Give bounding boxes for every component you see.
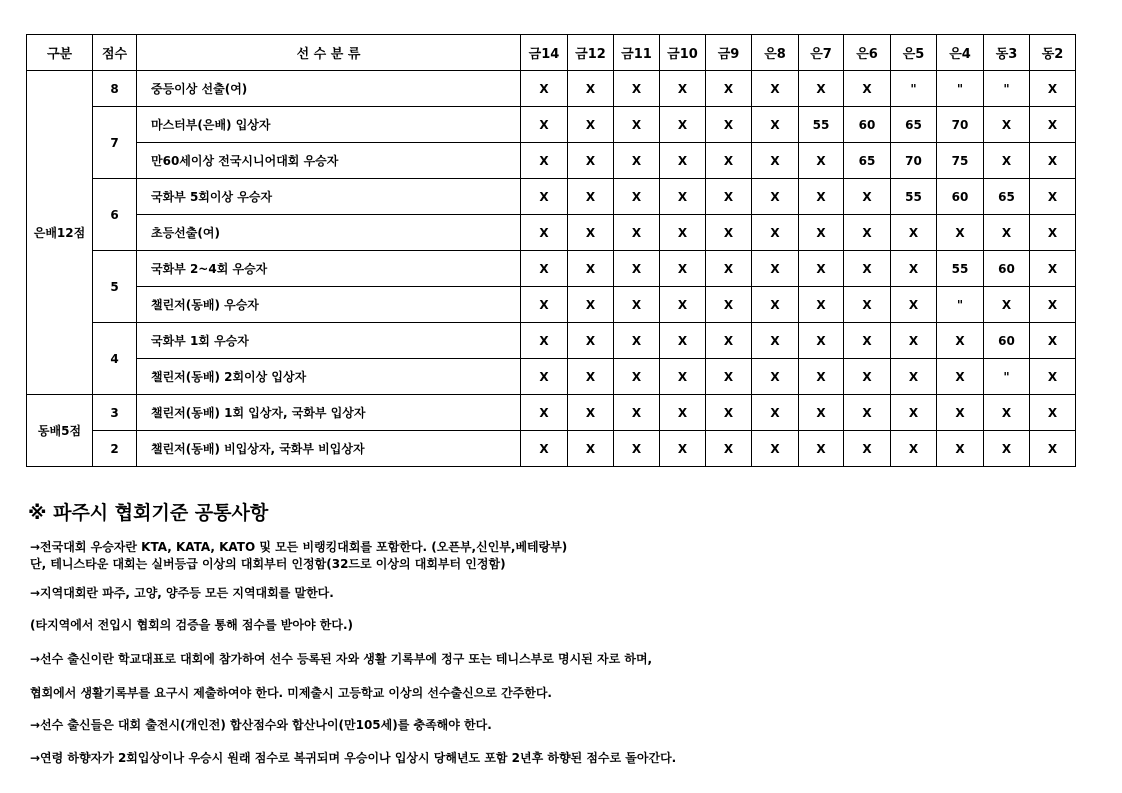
column-header: 금14 [521, 35, 568, 71]
value-cell: X [844, 251, 891, 287]
table-row [27, 71, 1076, 107]
value-cell: X [799, 287, 844, 323]
value-cell: X [660, 395, 706, 431]
table-row [27, 251, 1076, 287]
value-cell: X [706, 179, 752, 215]
value-cell: X [568, 359, 614, 395]
note-line: 협회에서 생활기록부를 요구시 제출하여야 한다. 미제출시 고등학교 이상의 선수출신으로 간주한다. [30, 686, 552, 700]
column-header: 금12 [568, 35, 614, 71]
value-cell: X [660, 251, 706, 287]
notes-title: ※ 파주시 협회기준 공통사항 [28, 502, 269, 524]
value-cell: X [521, 107, 568, 143]
table-row [27, 323, 1076, 359]
value-cell: X [984, 215, 1030, 251]
value-cell: " [937, 71, 984, 107]
value-cell: X [568, 431, 614, 467]
value-cell: X [891, 395, 937, 431]
value-cell: X [568, 143, 614, 179]
column-header: 금10 [660, 35, 706, 71]
value-cell: X [1030, 143, 1076, 179]
value-cell: X [706, 287, 752, 323]
value-cell: X [1030, 431, 1076, 467]
table-header-row [27, 35, 1076, 71]
value-cell: " [984, 359, 1030, 395]
value-cell: X [660, 179, 706, 215]
value-cell: X [984, 287, 1030, 323]
table-row [27, 107, 1076, 143]
value-cell: X [752, 215, 799, 251]
score-cell: 8 [93, 71, 137, 107]
value-cell: X [1030, 107, 1076, 143]
value-cell: 70 [937, 107, 984, 143]
value-cell: 60 [844, 107, 891, 143]
value-cell: X [1030, 71, 1076, 107]
value-cell: X [799, 71, 844, 107]
value-cell: " [891, 71, 937, 107]
value-cell: X [937, 431, 984, 467]
player-class-cell: 중등이상 선출(여) [137, 71, 521, 107]
value-cell: X [706, 431, 752, 467]
value-cell: X [568, 179, 614, 215]
column-header: 동3 [984, 35, 1030, 71]
table-row [27, 287, 1076, 323]
value-cell: X [521, 287, 568, 323]
value-cell: 70 [891, 143, 937, 179]
value-cell: X [984, 431, 1030, 467]
value-cell: X [752, 287, 799, 323]
value-cell: X [984, 143, 1030, 179]
value-cell: X [521, 359, 568, 395]
column-header: 선 수 분 류 [137, 35, 521, 71]
value-cell: 55 [799, 107, 844, 143]
score-cell: 2 [93, 431, 137, 467]
category-cell: 은배12점 [27, 71, 93, 395]
value-cell: X [844, 215, 891, 251]
column-header: 은8 [752, 35, 799, 71]
value-cell: X [844, 323, 891, 359]
value-cell: X [521, 179, 568, 215]
value-cell: X [752, 71, 799, 107]
player-class-cell: 마스터부(은배) 입상자 [137, 107, 521, 143]
value-cell: X [799, 251, 844, 287]
value-cell: X [937, 395, 984, 431]
value-cell: X [844, 71, 891, 107]
value-cell: X [752, 143, 799, 179]
table-row [27, 179, 1076, 215]
score-cell: 3 [93, 395, 137, 431]
value-cell: X [660, 143, 706, 179]
value-cell: X [706, 107, 752, 143]
value-cell: X [706, 251, 752, 287]
value-cell: X [568, 395, 614, 431]
value-cell: X [752, 251, 799, 287]
value-cell: X [1030, 251, 1076, 287]
value-cell: " [984, 71, 1030, 107]
player-class-cell: 챌린저(동배) 1회 입상자, 국화부 입상자 [137, 395, 521, 431]
player-class-cell: 챌린저(동배) 비입상자, 국화부 비입상자 [137, 431, 521, 467]
value-cell: X [660, 323, 706, 359]
value-cell: 55 [891, 179, 937, 215]
note-line: 단, 테니스타운 대회는 실버등급 이상의 대회부터 인정함(32드로 이상의 대회부터 인정함) [30, 557, 506, 571]
value-cell: X [1030, 215, 1076, 251]
value-cell: X [1030, 287, 1076, 323]
value-cell: X [568, 107, 614, 143]
value-cell: 60 [984, 323, 1030, 359]
value-cell: 60 [984, 251, 1030, 287]
value-cell: X [614, 215, 660, 251]
value-cell: X [752, 107, 799, 143]
value-cell: 60 [937, 179, 984, 215]
value-cell: 75 [937, 143, 984, 179]
value-cell: X [891, 323, 937, 359]
player-class-cell: 국화부 5회이상 우승자 [137, 179, 521, 215]
value-cell: " [937, 287, 984, 323]
value-cell: X [614, 287, 660, 323]
player-class-cell: 국화부 2~4회 우승자 [137, 251, 521, 287]
column-header: 동2 [1030, 35, 1076, 71]
value-cell: X [1030, 179, 1076, 215]
value-cell: X [799, 431, 844, 467]
column-header: 은4 [937, 35, 984, 71]
column-header: 은7 [799, 35, 844, 71]
value-cell: X [568, 71, 614, 107]
value-cell: X [1030, 359, 1076, 395]
value-cell: X [706, 215, 752, 251]
value-cell: X [799, 359, 844, 395]
value-cell: X [937, 215, 984, 251]
note-line: →지역대회란 파주, 고양, 양주등 모든 지역대회를 말한다. [30, 586, 334, 600]
value-cell: X [752, 395, 799, 431]
score-cell: 6 [93, 179, 137, 251]
value-cell: X [984, 395, 1030, 431]
value-cell: X [706, 143, 752, 179]
value-cell: X [752, 431, 799, 467]
value-cell: X [891, 431, 937, 467]
value-cell: X [891, 287, 937, 323]
value-cell: X [706, 359, 752, 395]
value-cell: X [984, 107, 1030, 143]
value-cell: X [752, 323, 799, 359]
value-cell: X [660, 287, 706, 323]
value-cell: X [752, 179, 799, 215]
value-cell: X [891, 251, 937, 287]
note-line: →연령 하향자가 2회입상이나 우승시 원래 점수로 복귀되며 우승이나 입상시 당해년도 포함 2년후 하향된 점수로 돌아간다. [30, 751, 677, 765]
score-cell: 7 [93, 107, 137, 179]
value-cell: X [844, 359, 891, 395]
value-cell: X [660, 107, 706, 143]
player-class-cell: 초등선출(여) [137, 215, 521, 251]
value-cell: X [614, 179, 660, 215]
column-header: 금11 [614, 35, 660, 71]
value-cell: X [614, 431, 660, 467]
category-cell: 동배5점 [27, 395, 93, 467]
value-cell: X [891, 215, 937, 251]
value-cell: X [799, 143, 844, 179]
value-cell: X [937, 323, 984, 359]
score-cell: 4 [93, 323, 137, 395]
value-cell: X [660, 431, 706, 467]
value-cell: X [660, 359, 706, 395]
value-cell: X [521, 143, 568, 179]
value-cell: X [614, 143, 660, 179]
score-cell: 5 [93, 251, 137, 323]
table-row [27, 359, 1076, 395]
value-cell: X [706, 71, 752, 107]
value-cell: X [799, 179, 844, 215]
table-row [27, 395, 1076, 431]
value-cell: X [1030, 395, 1076, 431]
value-cell: X [706, 395, 752, 431]
value-cell: X [521, 251, 568, 287]
column-header: 은5 [891, 35, 937, 71]
table-row [27, 143, 1076, 179]
value-cell: X [660, 215, 706, 251]
value-cell: X [937, 359, 984, 395]
value-cell: 55 [937, 251, 984, 287]
value-cell: X [844, 395, 891, 431]
value-cell: X [521, 71, 568, 107]
value-cell: X [521, 395, 568, 431]
value-cell: X [752, 359, 799, 395]
note-line: (타지역에서 전입시 협회의 검증을 통해 점수를 받아야 한다.) [30, 618, 353, 632]
column-header: 점수 [93, 35, 137, 71]
note-line: →선수 출신들은 대회 출전시(개인전) 합산점수와 합산나이(만105세)를 충족해야 한다. [30, 718, 492, 732]
value-cell: X [568, 323, 614, 359]
value-cell: X [799, 395, 844, 431]
table-row [27, 431, 1076, 467]
player-class-cell: 만60세이상 전국시니어대회 우승자 [137, 143, 521, 179]
value-cell: X [521, 323, 568, 359]
column-header: 구분 [27, 35, 93, 71]
value-cell: 65 [844, 143, 891, 179]
value-cell: X [614, 395, 660, 431]
value-cell: X [614, 251, 660, 287]
note-line: →선수 출신이란 학교대표로 대회에 참가하여 선수 등록된 자와 생활 기록부에 정구 또는 테니스부로 명시된 자로 하며, [30, 652, 653, 666]
value-cell: X [521, 215, 568, 251]
note-line: →전국대회 우승자란 KTA, KATA, KATO 및 모든 비랭킹대회를 포함한다. (오픈부,신인부,베테랑부) [30, 540, 568, 554]
value-cell: X [660, 71, 706, 107]
value-cell: X [799, 323, 844, 359]
value-cell: X [521, 431, 568, 467]
player-class-cell: 국화부 1회 우승자 [137, 323, 521, 359]
value-cell: X [844, 179, 891, 215]
classification-table [26, 34, 1076, 467]
common-rules-section [26, 498, 1106, 765]
player-class-cell: 챌린저(동배) 2회이상 입상자 [137, 359, 521, 395]
value-cell: X [799, 215, 844, 251]
value-cell: X [891, 359, 937, 395]
value-cell: 65 [984, 179, 1030, 215]
value-cell: X [706, 323, 752, 359]
table-row [27, 215, 1076, 251]
value-cell: X [568, 287, 614, 323]
value-cell: X [614, 107, 660, 143]
player-class-cell: 챌린저(동배) 우승자 [137, 287, 521, 323]
value-cell: X [568, 215, 614, 251]
value-cell: X [614, 323, 660, 359]
value-cell: X [844, 431, 891, 467]
column-header: 금9 [706, 35, 752, 71]
value-cell: X [1030, 323, 1076, 359]
value-cell: 65 [891, 107, 937, 143]
value-cell: X [614, 359, 660, 395]
value-cell: X [614, 71, 660, 107]
column-header: 은6 [844, 35, 891, 71]
value-cell: X [568, 251, 614, 287]
value-cell: X [844, 287, 891, 323]
